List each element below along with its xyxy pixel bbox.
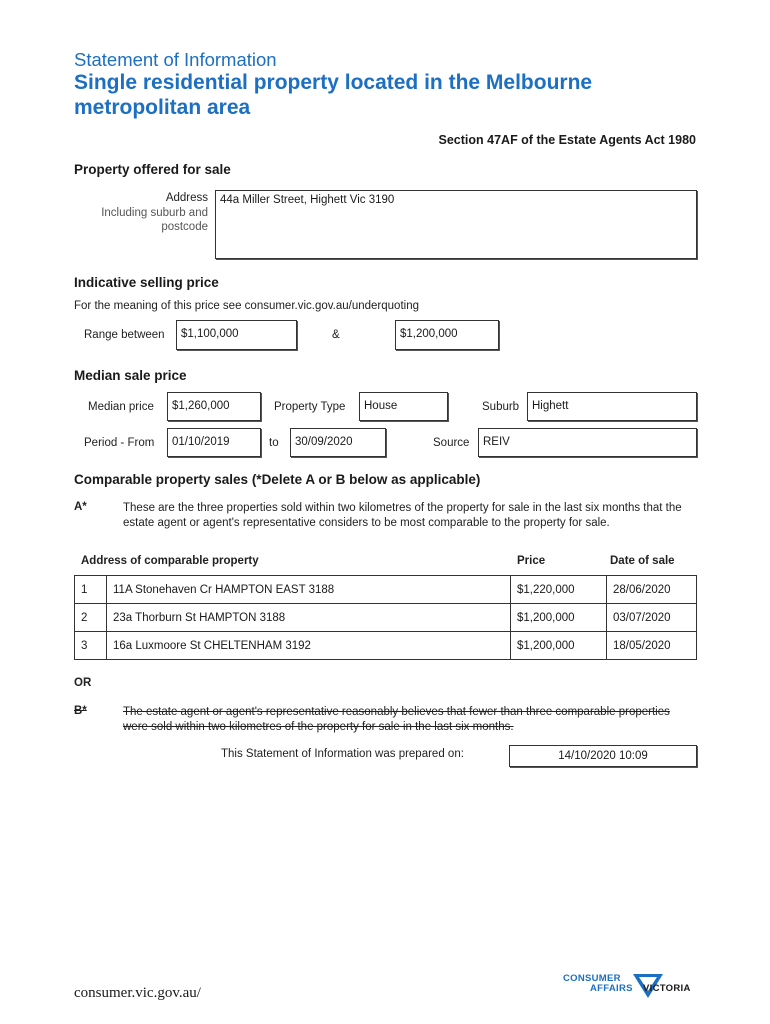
range-high-field[interactable]	[395, 320, 499, 350]
property-heading: Property offered for sale	[74, 162, 231, 177]
row-address[interactable]: 23a Thorburn St HAMPTON 3188	[107, 604, 511, 632]
comparable-heading: Comparable property sales (*Delete A or B below as applicable)	[74, 472, 481, 487]
row-number: 3	[75, 632, 107, 660]
logo-text-line-2: AFFAIRS	[590, 983, 633, 994]
col-address-header: Address of comparable property	[81, 555, 259, 567]
table-row	[75, 604, 697, 632]
prepared-date-field[interactable]	[509, 745, 697, 767]
property-type-field[interactable]	[359, 392, 448, 421]
comparable-table	[74, 575, 697, 660]
indicative-heading: Indicative selling price	[74, 275, 219, 290]
col-date-header: Date of sale	[610, 555, 675, 567]
document-title: Single residential property located in the Melbourne metropolitan area	[74, 71, 593, 119]
source-field[interactable]	[478, 428, 697, 457]
period-to-label: to	[269, 437, 279, 449]
or-divider: OR	[74, 677, 92, 689]
row-address[interactable]: 16a Luxmoore St CHELTENHAM 3192	[107, 632, 511, 660]
act-reference: Section 47AF of the Estate Agents Act 1980	[438, 133, 696, 147]
median-price-field[interactable]	[167, 392, 261, 421]
suburb-label: Suburb	[482, 401, 520, 413]
address-field[interactable]	[215, 190, 697, 259]
suburb-value: Highett	[532, 400, 569, 412]
row-date[interactable]: 03/07/2020	[607, 604, 697, 632]
row-address[interactable]: 11A Stonehaven Cr HAMPTON EAST 3188	[107, 576, 511, 604]
range-separator: &	[332, 329, 340, 341]
suburb-field[interactable]	[527, 392, 697, 421]
consumer-affairs-logo	[563, 972, 703, 1002]
option-a-text: These are the three properties sold within two kilometres of the property for sale in the last six months that the estate agent or agent's representative considers to be most comparable to the property for sale.	[123, 502, 682, 529]
address-label: Address	[165, 192, 208, 204]
range-high-value: $1,200,000	[400, 328, 458, 340]
row-date[interactable]: 18/05/2020	[607, 632, 697, 660]
document-subtitle: Statement of Information	[74, 49, 277, 70]
period-from-value: 01/10/2019	[172, 436, 230, 448]
table-row	[75, 576, 697, 604]
row-price[interactable]: $1,200,000	[511, 632, 607, 660]
address-hint-2: postcode	[161, 221, 208, 233]
period-from-field[interactable]	[167, 428, 261, 457]
prepared-date-value: 14/10/2020 10:09	[558, 750, 648, 762]
logo-text-line-3: VICTORIA	[643, 983, 691, 994]
range-label: Range between	[84, 329, 165, 341]
row-number: 1	[75, 576, 107, 604]
option-b-marker: B*	[74, 705, 87, 717]
footer-url[interactable]: consumer.vic.gov.au/	[74, 985, 201, 1001]
option-b-text: The estate agent or agent's representative reasonably believes that fewer than three comparable properties were sold within two kilometres of the property for sale in the last six months.	[123, 706, 670, 733]
period-to-field[interactable]	[290, 428, 386, 457]
option-a-marker: A*	[74, 501, 87, 513]
range-low-value: $1,100,000	[181, 328, 239, 340]
period-from-label: Period - From	[84, 437, 155, 449]
col-price-header: Price	[517, 555, 546, 567]
property-type-label: Property Type	[274, 401, 346, 413]
address-hint-1: Including suburb and	[101, 207, 208, 219]
median-heading: Median sale price	[74, 368, 187, 383]
property-type-value: House	[364, 400, 398, 412]
indicative-note: For the meaning of this price see consumer.vic.gov.au/underquoting	[74, 300, 419, 312]
median-price-label: Median price	[88, 401, 154, 413]
source-value: REIV	[483, 436, 510, 448]
row-price[interactable]: $1,200,000	[511, 604, 607, 632]
range-low-field[interactable]	[176, 320, 297, 350]
period-to-value: 30/09/2020	[295, 436, 353, 448]
row-number: 2	[75, 604, 107, 632]
source-label: Source	[433, 437, 470, 449]
median-price-value: $1,260,000	[172, 400, 230, 412]
prepared-label: This Statement of Information was prepared on:	[221, 748, 464, 760]
logo-text-line-1: CONSUMER	[563, 973, 621, 984]
row-date[interactable]: 28/06/2020	[607, 576, 697, 604]
table-row	[75, 632, 697, 660]
row-price[interactable]: $1,220,000	[511, 576, 607, 604]
address-value: 44a Miller Street, Highett Vic 3190	[220, 194, 395, 206]
